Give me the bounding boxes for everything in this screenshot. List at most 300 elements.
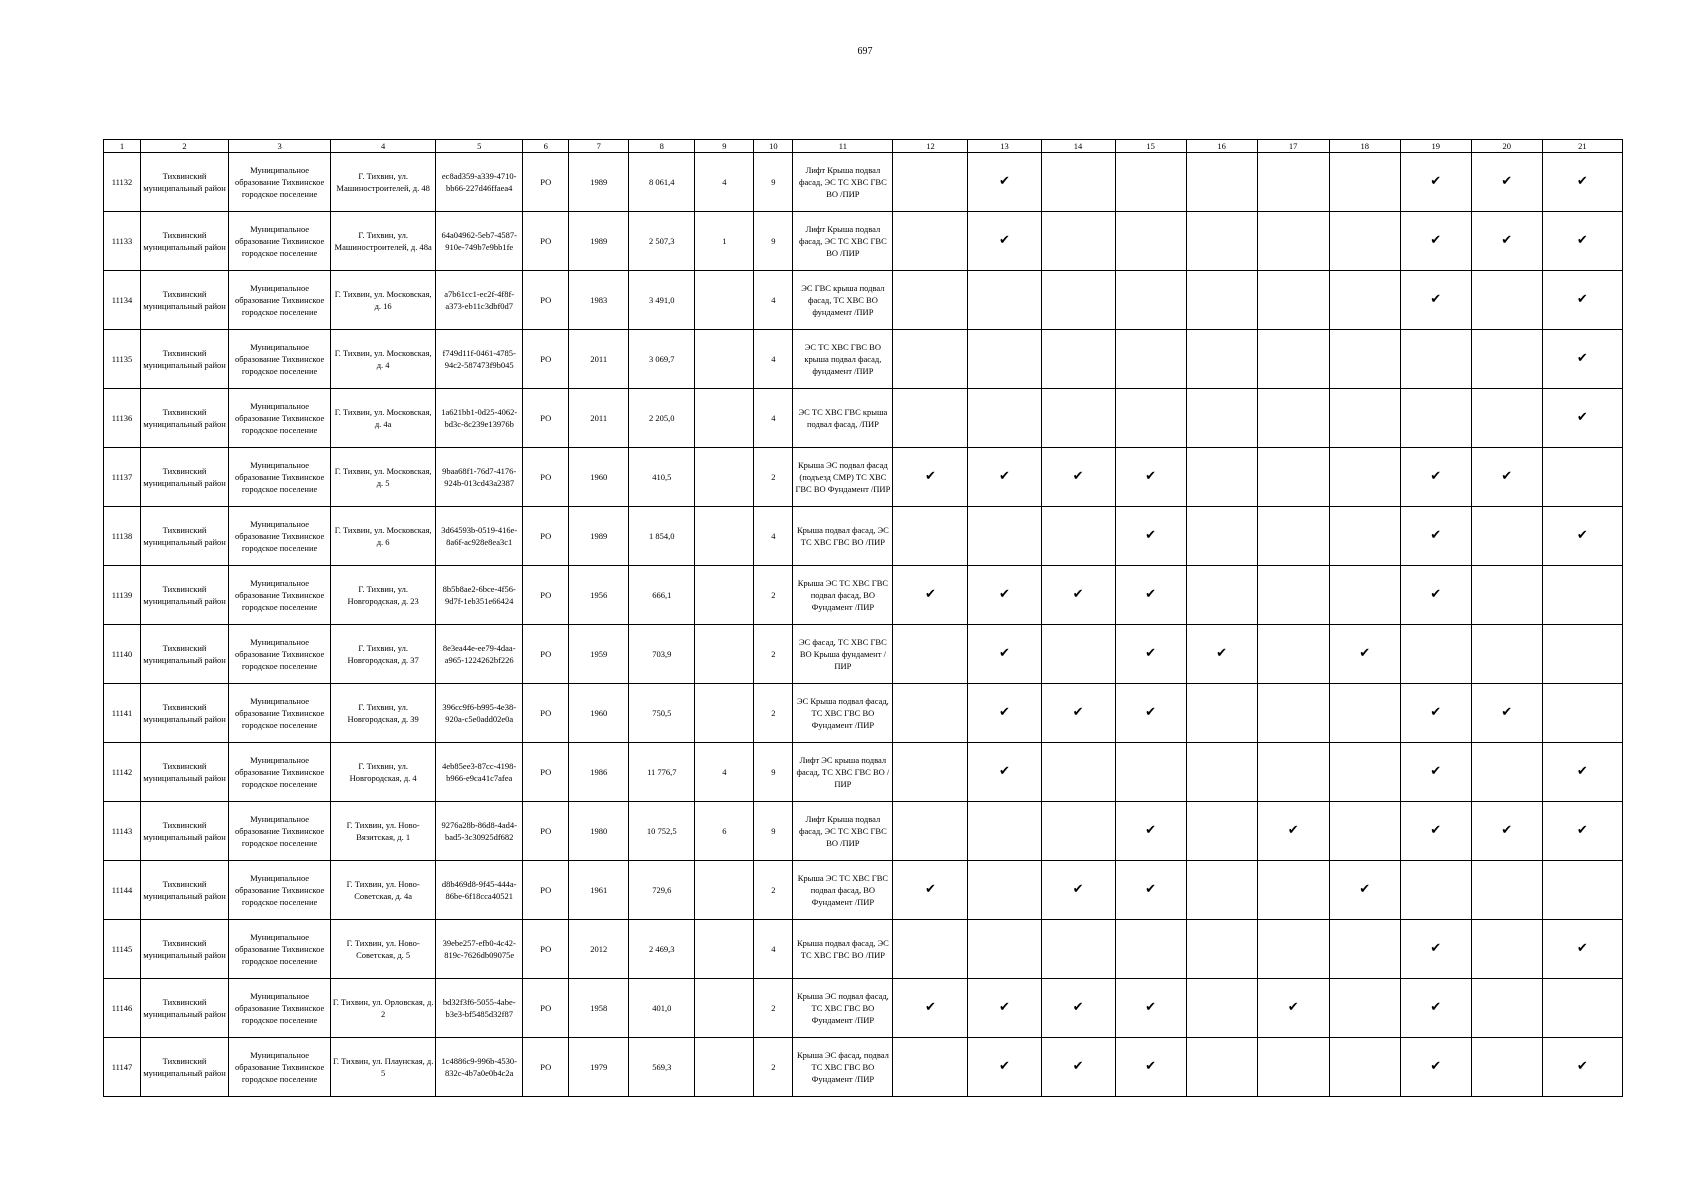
check-mark-icon: ✔ — [1576, 410, 1588, 425]
col9-cell — [695, 861, 754, 920]
column-header-2: 2 — [141, 140, 229, 153]
check-mark-icon: ✔ — [999, 469, 1010, 484]
address-cell: Г. Тихвин, ул. Новгородская, д. 37 — [331, 625, 436, 684]
guid-cell: ec8ad359-a339-4710-bb66-227d46ffaea4 — [436, 153, 523, 212]
district-cell: Тихвинский муниципальный район — [141, 979, 229, 1038]
col10-cell: 2 — [754, 684, 793, 743]
record-id-cell: 11138 — [104, 507, 141, 566]
check-cell-16 — [1186, 507, 1257, 566]
area-cell: 11 776,7 — [629, 743, 695, 802]
table-row — [104, 389, 1623, 448]
check-cell-12 — [893, 684, 968, 743]
check-cell-14 — [1041, 979, 1115, 1038]
col9-cell: 4 — [695, 743, 754, 802]
check-cell-12 — [893, 507, 968, 566]
column-header-19: 19 — [1400, 140, 1471, 153]
check-cell-12 — [893, 271, 968, 330]
area-cell: 750,5 — [629, 684, 695, 743]
check-mark-icon: ✔ — [1359, 882, 1371, 897]
check-cell-13 — [968, 566, 1041, 625]
check-cell-14 — [1041, 684, 1115, 743]
area-cell: 3 069,7 — [629, 330, 695, 389]
check-cell-17 — [1257, 1038, 1329, 1097]
check-cell-19 — [1400, 979, 1471, 1038]
municipality-cell: Муниципальное образование Тихвинское городское поселение — [229, 684, 331, 743]
address-cell: Г. Тихвин, ул. Машиностроителей, д. 48а — [331, 212, 436, 271]
check-mark-icon: ✔ — [1430, 1059, 1442, 1074]
works-cell: Лифт Крыша подвал фасад, ЭС ТС ХВС ГВС ВО /ПИР — [793, 153, 893, 212]
area-cell: 1 854,0 — [629, 507, 695, 566]
column-header-4: 4 — [331, 140, 436, 153]
check-cell-19 — [1400, 743, 1471, 802]
check-cell-14 — [1041, 330, 1115, 389]
type-cell: РО — [523, 566, 569, 625]
type-cell: РО — [523, 802, 569, 861]
col10-cell: 4 — [754, 330, 793, 389]
check-cell-14 — [1041, 625, 1115, 684]
check-cell-18 — [1329, 861, 1400, 920]
works-cell: ЭС ТС ХВС ГВС крыша подвал фасад, /ПИР — [793, 389, 893, 448]
check-cell-15 — [1115, 507, 1186, 566]
check-cell-16 — [1186, 802, 1257, 861]
col9-cell — [695, 920, 754, 979]
district-cell: Тихвинский муниципальный район — [141, 625, 229, 684]
area-cell: 2 469,3 — [629, 920, 695, 979]
check-cell-16 — [1186, 448, 1257, 507]
column-header-6: 6 — [523, 140, 569, 153]
address-cell: Г. Тихвин, ул. Машиностроителей, д. 48 — [331, 153, 436, 212]
check-cell-14 — [1041, 153, 1115, 212]
check-cell-21 — [1542, 507, 1622, 566]
year-cell: 1960 — [569, 684, 629, 743]
check-cell-21 — [1542, 684, 1622, 743]
record-id-cell: 11143 — [104, 802, 141, 861]
check-cell-17 — [1257, 153, 1329, 212]
check-cell-18 — [1329, 684, 1400, 743]
check-cell-17 — [1257, 507, 1329, 566]
check-cell-19 — [1400, 625, 1471, 684]
column-header-10: 10 — [754, 140, 793, 153]
check-mark-icon: ✔ — [924, 882, 936, 897]
check-cell-14 — [1041, 566, 1115, 625]
col9-cell: 6 — [695, 802, 754, 861]
check-mark-icon: ✔ — [999, 1059, 1010, 1074]
check-cell-18 — [1329, 330, 1400, 389]
district-cell: Тихвинский муниципальный район — [141, 507, 229, 566]
col10-cell: 2 — [754, 861, 793, 920]
check-cell-16 — [1186, 271, 1257, 330]
col9-cell: 1 — [695, 212, 754, 271]
check-cell-18 — [1329, 271, 1400, 330]
column-header-13: 13 — [968, 140, 1041, 153]
address-cell: Г. Тихвин, ул. Ново-Вязитская, д. 1 — [331, 802, 436, 861]
check-cell-17 — [1257, 212, 1329, 271]
table-row — [104, 212, 1623, 271]
type-cell: РО — [523, 1038, 569, 1097]
check-cell-19 — [1400, 271, 1471, 330]
table-row — [104, 625, 1623, 684]
type-cell: РО — [523, 153, 569, 212]
check-cell-17 — [1257, 625, 1329, 684]
check-mark-icon: ✔ — [924, 469, 936, 484]
year-cell: 2011 — [569, 330, 629, 389]
check-cell-18 — [1329, 566, 1400, 625]
area-cell: 703,9 — [629, 625, 695, 684]
municipality-cell: Муниципальное образование Тихвинское городское поселение — [229, 271, 331, 330]
year-cell: 1989 — [569, 153, 629, 212]
check-cell-21 — [1542, 212, 1622, 271]
record-id-cell: 11136 — [104, 389, 141, 448]
year-cell: 1989 — [569, 212, 629, 271]
check-mark-icon: ✔ — [999, 646, 1010, 661]
area-cell: 2 507,3 — [629, 212, 695, 271]
check-cell-16 — [1186, 389, 1257, 448]
year-cell: 1989 — [569, 507, 629, 566]
check-mark-icon: ✔ — [1501, 233, 1513, 248]
municipality-cell: Муниципальное образование Тихвинское городское поселение — [229, 448, 331, 507]
guid-cell: 64a04962-5eb7-4587-910e-749b7e9bb1fe — [436, 212, 523, 271]
check-cell-15 — [1115, 802, 1186, 861]
municipality-cell: Муниципальное образование Тихвинское городское поселение — [229, 212, 331, 271]
type-cell: РО — [523, 212, 569, 271]
check-cell-17 — [1257, 448, 1329, 507]
check-mark-icon: ✔ — [924, 1000, 936, 1015]
check-cell-18 — [1329, 448, 1400, 507]
type-cell: РО — [523, 389, 569, 448]
column-header-11: 11 — [793, 140, 893, 153]
check-mark-icon: ✔ — [1576, 233, 1588, 248]
table-row — [104, 566, 1623, 625]
type-cell: РО — [523, 330, 569, 389]
check-cell-17 — [1257, 389, 1329, 448]
check-cell-14 — [1041, 743, 1115, 802]
district-cell: Тихвинский муниципальный район — [141, 861, 229, 920]
record-id-cell: 11147 — [104, 1038, 141, 1097]
year-cell: 1958 — [569, 979, 629, 1038]
address-cell: Г. Тихвин, ул. Московская, д. 5 — [331, 448, 436, 507]
check-cell-20 — [1471, 979, 1542, 1038]
guid-cell: 4eb85ee3-87cc-4198-b966-e9ca41c7afea — [436, 743, 523, 802]
check-cell-21 — [1542, 271, 1622, 330]
check-mark-icon: ✔ — [1072, 587, 1084, 602]
column-header-21: 21 — [1542, 140, 1622, 153]
district-cell: Тихвинский муниципальный район — [141, 153, 229, 212]
check-mark-icon: ✔ — [1216, 646, 1228, 661]
check-cell-13 — [968, 920, 1041, 979]
address-cell: Г. Тихвин, ул. Московская, д. 4а — [331, 389, 436, 448]
year-cell: 2011 — [569, 389, 629, 448]
check-cell-14 — [1041, 271, 1115, 330]
check-cell-18 — [1329, 625, 1400, 684]
column-header-14: 14 — [1041, 140, 1115, 153]
record-id-cell: 11137 — [104, 448, 141, 507]
col10-cell: 9 — [754, 743, 793, 802]
check-cell-14 — [1041, 861, 1115, 920]
check-cell-16 — [1186, 743, 1257, 802]
work-plan-table — [103, 139, 1623, 1097]
col10-cell: 9 — [754, 802, 793, 861]
check-cell-14 — [1041, 802, 1115, 861]
check-cell-16 — [1186, 153, 1257, 212]
record-id-cell: 11144 — [104, 861, 141, 920]
guid-cell: d8b469d8-9f45-444a-86be-6f18cca40521 — [436, 861, 523, 920]
check-cell-20 — [1471, 271, 1542, 330]
record-id-cell: 11134 — [104, 271, 141, 330]
col10-cell: 2 — [754, 979, 793, 1038]
check-mark-icon: ✔ — [1430, 764, 1442, 779]
check-mark-icon: ✔ — [1145, 1059, 1157, 1074]
record-id-cell: 11135 — [104, 330, 141, 389]
guid-cell: 39ebe257-efb0-4c42-819c-7626db09075e — [436, 920, 523, 979]
check-cell-19 — [1400, 389, 1471, 448]
check-cell-13 — [968, 212, 1041, 271]
address-cell: Г. Тихвин, ул. Новгородская, д. 39 — [331, 684, 436, 743]
type-cell: РО — [523, 507, 569, 566]
check-mark-icon: ✔ — [1576, 1059, 1588, 1074]
address-cell: Г. Тихвин, ул. Новгородская, д. 23 — [331, 566, 436, 625]
check-cell-19 — [1400, 566, 1471, 625]
col9-cell — [695, 271, 754, 330]
area-cell: 3 491,0 — [629, 271, 695, 330]
check-cell-15 — [1115, 271, 1186, 330]
check-cell-17 — [1257, 566, 1329, 625]
check-cell-13 — [968, 330, 1041, 389]
col9-cell — [695, 389, 754, 448]
check-mark-icon: ✔ — [1576, 292, 1588, 307]
check-cell-20 — [1471, 507, 1542, 566]
municipality-cell: Муниципальное образование Тихвинское городское поселение — [229, 153, 331, 212]
check-cell-17 — [1257, 271, 1329, 330]
check-cell-12 — [893, 566, 968, 625]
area-cell: 569,3 — [629, 1038, 695, 1097]
check-mark-icon: ✔ — [1576, 941, 1588, 956]
check-cell-13 — [968, 448, 1041, 507]
check-cell-15 — [1115, 1038, 1186, 1097]
check-cell-12 — [893, 920, 968, 979]
check-cell-19 — [1400, 507, 1471, 566]
check-cell-15 — [1115, 153, 1186, 212]
area-cell: 729,6 — [629, 861, 695, 920]
column-number-row — [104, 140, 1623, 153]
check-cell-18 — [1329, 153, 1400, 212]
check-cell-12 — [893, 861, 968, 920]
year-cell: 1961 — [569, 861, 629, 920]
guid-cell: 9276a28b-86d8-4ad4-bad5-3c30925df682 — [436, 802, 523, 861]
district-cell: Тихвинский муниципальный район — [141, 212, 229, 271]
year-cell: 1959 — [569, 625, 629, 684]
record-id-cell: 11132 — [104, 153, 141, 212]
check-cell-21 — [1542, 920, 1622, 979]
check-cell-17 — [1257, 920, 1329, 979]
check-mark-icon: ✔ — [999, 233, 1010, 248]
check-cell-17 — [1257, 979, 1329, 1038]
check-mark-icon: ✔ — [1430, 705, 1442, 720]
check-cell-17 — [1257, 330, 1329, 389]
guid-cell: bd32f3f6-5055-4abe-b3e3-bf5485d32f87 — [436, 979, 523, 1038]
col9-cell — [695, 979, 754, 1038]
column-header-9: 9 — [695, 140, 754, 153]
check-cell-15 — [1115, 979, 1186, 1038]
type-cell: РО — [523, 920, 569, 979]
type-cell: РО — [523, 861, 569, 920]
district-cell: Тихвинский муниципальный район — [141, 330, 229, 389]
works-cell: ЭС ГВС крыша подвал фасад, ТС ХВС ВО фундамент /ПИР — [793, 271, 893, 330]
col10-cell: 4 — [754, 920, 793, 979]
check-cell-20 — [1471, 861, 1542, 920]
check-cell-13 — [968, 684, 1041, 743]
area-cell: 8 061,4 — [629, 153, 695, 212]
check-cell-18 — [1329, 212, 1400, 271]
check-cell-15 — [1115, 566, 1186, 625]
check-cell-18 — [1329, 389, 1400, 448]
type-cell: РО — [523, 448, 569, 507]
municipality-cell: Муниципальное образование Тихвинское городское поселение — [229, 861, 331, 920]
table-row — [104, 684, 1623, 743]
check-cell-17 — [1257, 743, 1329, 802]
check-cell-12 — [893, 153, 968, 212]
check-cell-19 — [1400, 212, 1471, 271]
check-cell-19 — [1400, 153, 1471, 212]
check-cell-18 — [1329, 979, 1400, 1038]
address-cell: Г. Тихвин, ул. Плаунская, д. 5 — [331, 1038, 436, 1097]
check-mark-icon: ✔ — [1430, 528, 1442, 543]
area-cell: 666,1 — [629, 566, 695, 625]
check-cell-20 — [1471, 448, 1542, 507]
check-cell-13 — [968, 743, 1041, 802]
col10-cell: 2 — [754, 448, 793, 507]
works-cell: Лифт Крыша подвал фасад, ЭС ТС ХВС ГВС ВО /ПИР — [793, 802, 893, 861]
check-mark-icon: ✔ — [1501, 705, 1513, 720]
check-cell-18 — [1329, 507, 1400, 566]
table-row — [104, 507, 1623, 566]
works-cell: Крыша подвал фасад, ЭС ТС ХВС ГВС ВО /ПИР — [793, 920, 893, 979]
check-mark-icon: ✔ — [999, 764, 1010, 779]
check-cell-13 — [968, 802, 1041, 861]
col9-cell: 4 — [695, 153, 754, 212]
check-cell-15 — [1115, 920, 1186, 979]
page-number: 697 — [857, 46, 873, 57]
check-cell-15 — [1115, 743, 1186, 802]
check-cell-13 — [968, 625, 1041, 684]
district-cell: Тихвинский муниципальный район — [141, 389, 229, 448]
check-mark-icon: ✔ — [1287, 823, 1299, 838]
year-cell: 1979 — [569, 1038, 629, 1097]
check-cell-21 — [1542, 861, 1622, 920]
works-cell: ЭС фасад, ТС ХВС ГВС ВО Крыша фундамент /ПИР — [793, 625, 893, 684]
check-cell-19 — [1400, 920, 1471, 979]
check-mark-icon: ✔ — [1576, 823, 1588, 838]
address-cell: Г. Тихвин, ул. Московская, д. 4 — [331, 330, 436, 389]
check-cell-12 — [893, 212, 968, 271]
area-cell: 410,5 — [629, 448, 695, 507]
check-cell-20 — [1471, 920, 1542, 979]
check-cell-20 — [1471, 802, 1542, 861]
check-mark-icon: ✔ — [1145, 587, 1157, 602]
table-row — [104, 153, 1623, 212]
col10-cell: 4 — [754, 389, 793, 448]
check-cell-12 — [893, 743, 968, 802]
check-cell-16 — [1186, 684, 1257, 743]
check-mark-icon: ✔ — [1145, 528, 1157, 543]
check-cell-15 — [1115, 861, 1186, 920]
col9-cell — [695, 507, 754, 566]
check-cell-16 — [1186, 566, 1257, 625]
check-cell-19 — [1400, 802, 1471, 861]
municipality-cell: Муниципальное образование Тихвинское городское поселение — [229, 1038, 331, 1097]
table-row — [104, 979, 1623, 1038]
column-header-20: 20 — [1471, 140, 1542, 153]
district-cell: Тихвинский муниципальный район — [141, 566, 229, 625]
check-cell-21 — [1542, 389, 1622, 448]
check-cell-21 — [1542, 330, 1622, 389]
check-cell-14 — [1041, 920, 1115, 979]
check-mark-icon: ✔ — [1072, 882, 1084, 897]
column-header-16: 16 — [1186, 140, 1257, 153]
district-cell: Тихвинский муниципальный район — [141, 684, 229, 743]
check-cell-12 — [893, 802, 968, 861]
col9-cell — [695, 566, 754, 625]
check-cell-13 — [968, 153, 1041, 212]
col10-cell: 2 — [754, 566, 793, 625]
column-header-8: 8 — [629, 140, 695, 153]
check-mark-icon: ✔ — [1430, 292, 1442, 307]
check-cell-21 — [1542, 1038, 1622, 1097]
check-mark-icon: ✔ — [1430, 233, 1442, 248]
check-cell-20 — [1471, 153, 1542, 212]
year-cell: 1960 — [569, 448, 629, 507]
check-cell-12 — [893, 625, 968, 684]
table-row — [104, 861, 1623, 920]
address-cell: Г. Тихвин, ул. Московская, д. 16 — [331, 271, 436, 330]
check-mark-icon: ✔ — [1430, 941, 1442, 956]
municipality-cell: Муниципальное образование Тихвинское городское поселение — [229, 566, 331, 625]
municipality-cell: Муниципальное образование Тихвинское городское поселение — [229, 389, 331, 448]
check-cell-15 — [1115, 625, 1186, 684]
check-mark-icon: ✔ — [1072, 705, 1084, 720]
check-mark-icon: ✔ — [1287, 1000, 1299, 1015]
works-cell: Крыша ЭС фасад, подвал ТС ХВС ГВС ВО Фундамент /ПИР — [793, 1038, 893, 1097]
check-cell-13 — [968, 507, 1041, 566]
guid-cell: 8b5b8ae2-6bce-4f56-9d7f-1eb351e66424 — [436, 566, 523, 625]
area-cell: 401,0 — [629, 979, 695, 1038]
guid-cell: 396cc9f6-b995-4e38-920a-c5e0add02e0a — [436, 684, 523, 743]
check-cell-20 — [1471, 566, 1542, 625]
check-cell-15 — [1115, 330, 1186, 389]
col10-cell: 4 — [754, 271, 793, 330]
col10-cell: 9 — [754, 212, 793, 271]
table-row — [104, 920, 1623, 979]
check-mark-icon: ✔ — [999, 1000, 1010, 1015]
column-header-5: 5 — [436, 140, 523, 153]
record-id-cell: 11141 — [104, 684, 141, 743]
guid-cell: 8e3ea44e-ee79-4daa-a965-1224262bf226 — [436, 625, 523, 684]
record-id-cell: 11139 — [104, 566, 141, 625]
guid-cell: 1a621bb1-0d25-4062-bd3c-8c239e13976b — [436, 389, 523, 448]
guid-cell: a7b61cc1-ec2f-4f8f-a373-eb11c3dbf0d7 — [436, 271, 523, 330]
check-cell-17 — [1257, 861, 1329, 920]
check-cell-15 — [1115, 448, 1186, 507]
check-cell-12 — [893, 389, 968, 448]
check-mark-icon: ✔ — [1145, 1000, 1157, 1015]
municipality-cell: Муниципальное образование Тихвинское городское поселение — [229, 625, 331, 684]
check-cell-20 — [1471, 684, 1542, 743]
check-cell-13 — [968, 979, 1041, 1038]
check-mark-icon: ✔ — [1430, 1000, 1442, 1015]
check-cell-16 — [1186, 330, 1257, 389]
check-mark-icon: ✔ — [1072, 1059, 1084, 1074]
guid-cell: 3d64593b-0519-416e-8a6f-ac928e8ea3c1 — [436, 507, 523, 566]
check-cell-13 — [968, 1038, 1041, 1097]
